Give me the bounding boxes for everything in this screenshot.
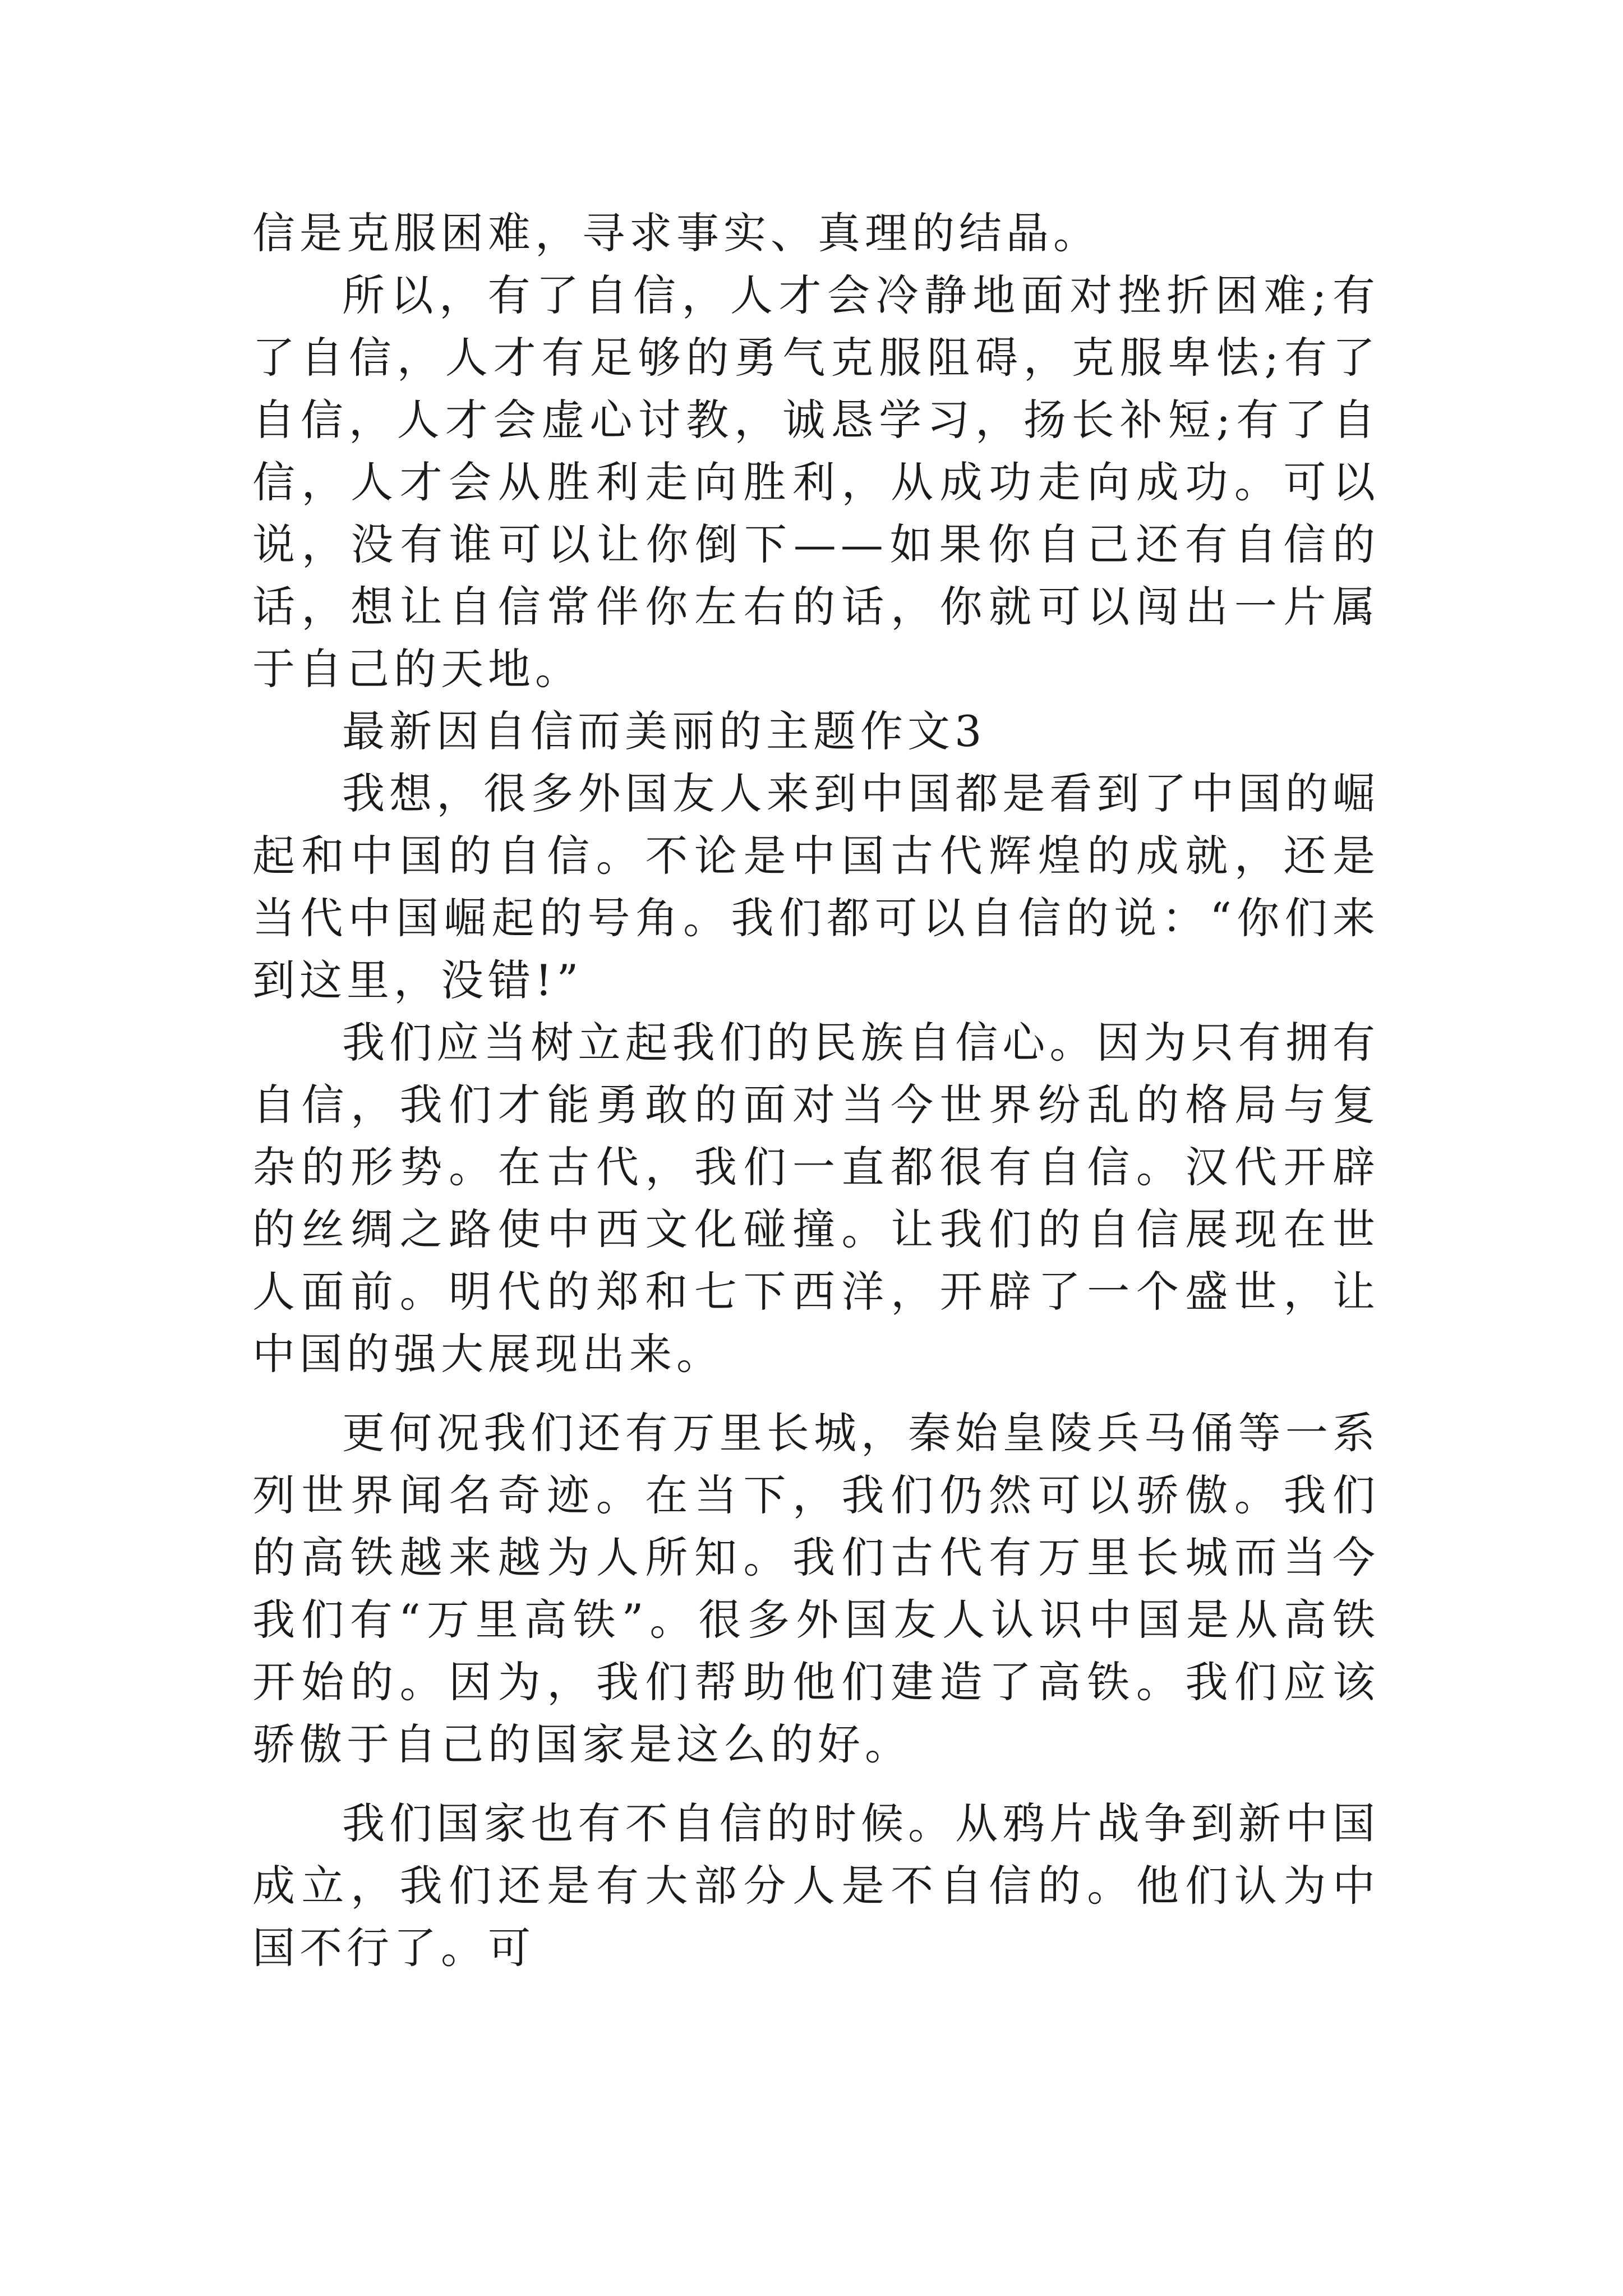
paragraph-2: 所以，有了自信，人才会冷静地面对挫折困难;有了自信，人才有足够的勇气克服阻碍，克服卑怯;有了自信，人才会虚心讨教，诚恳学习，扬长补短;有了自信，人才会从胜利走向胜利，从成功走向成功。可以说，没有谁可以让你倒下——如果你自己还有自信的话，想让自信常伴你左右的话，你就可以闯出一片属于自己的天地。 bbox=[252, 270, 1380, 694]
paragraph-1: 信是克服困难，寻求事实、真理的结晶。 bbox=[252, 208, 1100, 258]
paragraph-5: 更何况我们还有万里长城，秦始皇陵兵马俑等一系列世界闻名奇迹。在当下，我们仍然可以骄傲。我们的高铁越来越为人所知。我们古代有万里长城而当今我们有“万里高铁”。很多外国友人认识中国是从高铁开始的。因为，我们帮助他们建造了高铁。我们应该骄傲于自己的国家是这么的好。 bbox=[252, 1408, 1380, 1769]
article-body bbox=[252, 202, 1380, 1979]
paragraph-6: 我们国家也有不自信的时候。从鸦片战争到新中国成立，我们还是有大部分人是不自信的。他们认为中国不行了。可 bbox=[252, 1798, 1380, 1973]
section-heading: 最新因自信而美丽的主题作文3 bbox=[342, 706, 986, 756]
paragraph-4: 我们应当树立起我们的民族自信心。因为只有拥有自信，我们才能勇敢的面对当今世界纷乱的格局与复杂的形势。在古代，我们一直都很有自信。汉代开辟的丝绸之路使中西文化碰撞。让我们的自信展现在世人面前。明代的郑和七下西洋，开辟了一个盛世，让中国的强大展现出来。 bbox=[252, 1018, 1380, 1379]
paragraph-3: 我想，很多外国友人来到中国都是看到了中国的崛起和中国的自信。不论是中国古代辉煌的成就，还是当代中国崛起的号角。我们都可以自信的说：“你们来到这里，没错!” bbox=[252, 769, 1380, 1005]
